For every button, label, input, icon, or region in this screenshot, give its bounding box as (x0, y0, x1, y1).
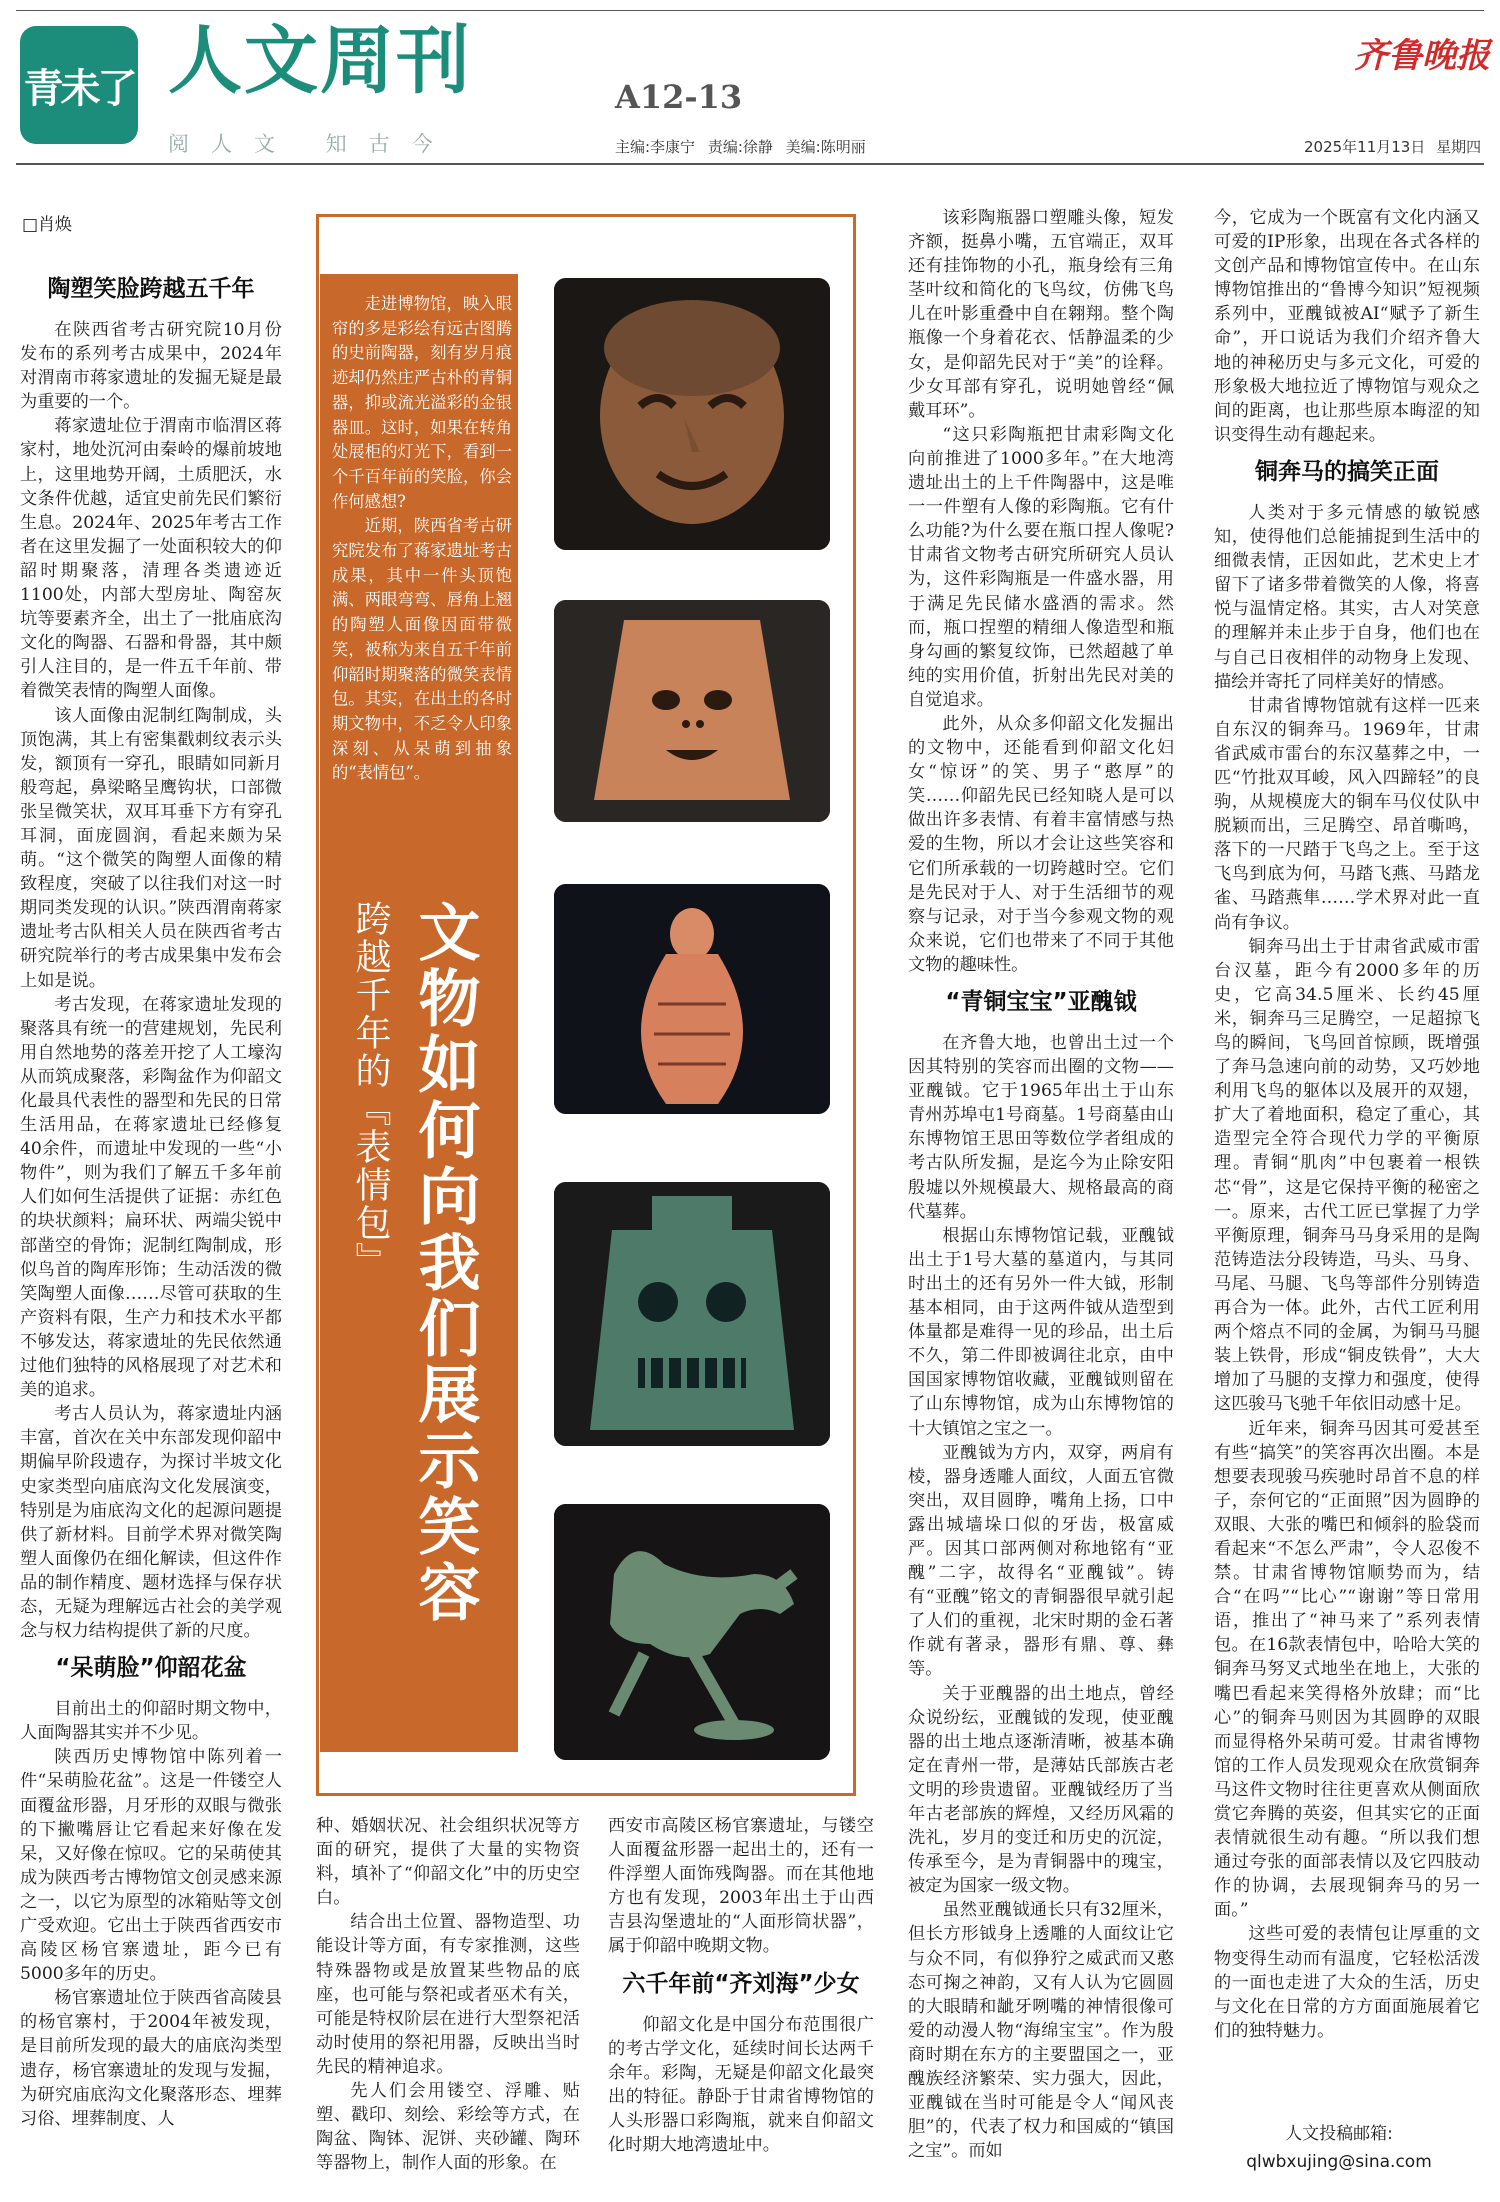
paragraph: 人类对于多元情感的敏锐感知，使得他们总能捕捉到生活中的细微表情，正因如此，艺术史上才留下了诸多带着微笑的人像，将喜悦与温情定格。其实，古人对笑意的理解并未止步于自身，他们也在与自己日夜相伴的动物身上发现、描绘并寄托了同样美好的情感。 (1214, 502, 1480, 692)
photo-bronze-horse (554, 1504, 830, 1760)
issue-date: 2025年11月13日 星期四 (1304, 138, 1482, 156)
contact-label: 人文投稿邮箱: (1285, 2124, 1393, 2144)
paragraph: 近年来，铜奔马因其可爱甚至有些“搞笑”的笑容再次出圈。本是想要表现骏马疾驰时昂首不息的样子，奈何它的“正面照”因为圆睁的双眼、大张的嘴巴和倾斜的脸袋而看起来“不怎么严肃”，令人忍俊不禁。甘肃省博物馆顺势而为，结合“在吗”“比心”“谢谢”等日常用语，推出了“神马来了”系列表情包。在16款表情包中，哈哈大笑的铜奔马努叉式地坐在地上，大张的嘴巴看起来笑得格外放肆；而“比心”的铜奔马则因为其圆睁的双眼而显得格外呆萌可爱。甘肃省博物馆的工作人员发现观众在欣赏铜奔马这件文物时往往更喜欢从侧面欣赏它奔腾的英姿，但其实它的正面表情就很生动有趣。“所以我们想通过夸张的面部表情以及它四肢动作的协调，去展现铜奔马的另一面。” (1214, 1418, 1480, 1921)
column-1 (20, 274, 282, 2198)
paragraph: 陕西历史博物馆中陈列着一件“呆萌脸花盆”。这是一件镂空人面覆盆形器，月牙形的双眼与微张的下撇嘴唇让它看起来好像在发呆，又好像在惊叹。它的呆萌使其成为陕西考古博物馆文创灵感来源之一，以它为原型的冰箱贴等文创广受欢迎。它出土于陕西省西安市高陵区杨官寨遗址，距今已有5000多年的历史。 (20, 1747, 282, 1985)
paragraph: 关于亚醜器的出土地点，曾经众说纷纭，亚醜钺的发现，使亚醜器的出土地点逐渐清晰，被基本确定在青州一带，是薄姑氏部族古老文明的珍贵遗留。亚醜钺经历了当年古老部族的辉煌，又经历风霜的洗礼，岁月的变迁和历史的沉淀，传承至今，是为青铜器中的瑰宝，被定为国家一级文物。 (908, 1683, 1174, 1897)
photo-smiling-face (554, 278, 830, 550)
byline: □肖焕 (22, 215, 73, 235)
paragraph: 甘肃省博物馆就有这样一匹来自东汉的铜奔马。1969年，甘肃省武威市雷台的东汉墓葬之中，一匹“竹批双耳峻，风入四蹄轻”的良驹，从规模庞大的铜车马仪仗队中脱颖而出，三足腾空、昂首嘶鸣，落下的一尺踏于飞鸟之上。至于这飞鸟到底为何，马踏飞燕、马踏龙雀、马踏燕隼……学术界对此一直尚有争议。 (1214, 695, 1480, 933)
photo-pottery-mask (554, 600, 830, 822)
paragraph: 虽然亚醜钺通长只有32厘米，但长方形钺身上透雕的人面纹让它与众不同，有似狰狞之威武而又憨态可掬之神韵，又有人认为它圆圆的大眼睛和龇牙咧嘴的神情很像可爱的动漫人物“海绵宝宝”。作为殷商时期在东方的主要盟国之一，亚醜族经济繁荣、实力强大，因此，亚醜钺在当时可能是令人“闻风丧胆”的，代表了权力和国威的“镇国之宝”。而如 (908, 1900, 1174, 2162)
logo-text: 青未了 (23, 64, 135, 112)
intro-paragraph: 走进博物馆，映入眼帘的多是彩绘有远古图腾的史前陶器，刻有岁月痕迹却仍然庄严古朴的青铜器，抑或流光溢彩的金银器皿。这时，如果在转角处展柜的灯光下，看到一个千百年前的笑脸，你会作何感想? (332, 294, 512, 511)
article-heading: 陶塑笑脸跨越五千年 (47, 276, 255, 302)
paragraph: 考古人员认为，蒋家遗址内涵丰富，首次在关中东部发现仰韶中期偏早阶段遗存，为探讨半坡文化史家类型向庙底沟文化发展演变，特别是为庙底沟文化的起源问题提供了新材料。目前学术界对微笑陶塑人面像仍在细化解读，但这件作品的制作精度、题材选择与保存状态，无疑为理解远古社会的美学观念与权力结构提供了新的尺度。 (20, 1404, 282, 1642)
paragraph: 这些可爱的表情包让厚重的文物变得生动而有温度，它轻松活泼的一面也走进了大众的生活，历史与文化在日常的方方面面施展着它们的独特魅力。 (1214, 1924, 1480, 2041)
paragraph: 杨官寨遗址位于陕西省高陵县的杨官寨村，于2004年被发现，是目前所发现的最大的庙底沟类型遗存，杨官寨遗址的发现与发掘，为研究庙底沟文化聚落形态、埋葬习俗、埋葬制度、人 (20, 1988, 282, 2129)
top-rule (16, 10, 1484, 11)
section-subtitle: 阅人文 知古今 (168, 132, 455, 156)
column-6 (1214, 206, 1480, 2114)
paragraph: 仰韶文化是中国分布范围很广的考古学文化，延续时间长达两千余年。彩陶，无疑是仰韶文化最突出的特征。静卧于甘肃省博物馆的人头形器口彩陶瓶，就来自仰韶文化时期大地湾遗址中。 (608, 2014, 874, 2156)
paragraph: 西安市高陵区杨官寨遗址，与镂空人面覆盆形器一起出土的，还有一件浮塑人面饰残陶器。而在其他地方也有发现，2003年出土于山西吉县沟堡遗址的“人面形筒状器”，属于仰韶中晚期文物。 (608, 1816, 874, 1957)
newspaper-brand: 齐鲁晚报 (1354, 36, 1490, 76)
contact-email[interactable]: qlwbxujing@sina.com (1246, 2152, 1432, 2172)
paragraph: 根据山东博物馆记载，亚醜钺出土于1号大墓的墓道内，与其同时出土的还有另外一件大钺，形制基本相同，由于这两件钺从造型到体量都是难得一见的珍品，出土后不久，第二件即被调往北京，由中国国家博物馆收藏，亚醜钺则留在了山东博物馆，成为山东博物馆的十大镇馆之宝之一。 (908, 1225, 1174, 1439)
contact-box (1214, 2120, 1464, 2176)
feature-intro (332, 292, 512, 786)
paragraph: 今，它成为一个既富有文化内涵又可爱的IP形象，出现在各式各样的文创产品和博物馆宣传中。在山东博物馆推出的“鲁博今知识”短视频系列中，亚醜钺被AI“赋予了新生命”，开口说话为我们介绍齐鲁大地的神秘历史与多元文化，可爱的形象极大地拉近了博物馆与观众之间的距离，也让那些原本晦涩的知识变得生动有趣起来。 (1214, 208, 1480, 445)
paragraph: 亚醜钺为方内，双穿，两肩有棱，器身透雕人面纹，人面五官微突出，双目圆睁，嘴角上扬，口中露出城墙垛口似的牙齿，极富威严。因其口部两侧对称地铭有“亚醜”二字，故得名“亚醜钺”。铸有“亚醜”铭文的青铜器很早就引起了人们的重视，北宋时期的金石著作就有著录，器形有鼎、尊、彝等。 (908, 1442, 1174, 1680)
paragraph: 考古发现，在蒋家遗址发现的聚落具有统一的营建规划，先民利用自然地势的落差开挖了人工壕沟从而筑成聚落，彩陶盆作为仰韶文化最具代表性的器型和先民的日常生活用品，在蒋家遗址已经修复40余件，而遗址中发现的一些“小物件”，则为我们了解五千多年前人们如何生活提供了证据：赤红色的块状颜料；扁环状、两端尖锐中部凿空的骨饰；泥制红陶制成，形似鸟首的陶库形饰；生动活泼的微笑陶塑人面像……尽管可获取的生产资料有限，生产力和技术水平都不够发达，蒋家遗址的先民依然通过他们独特的风格展现了对艺术和美的追求。 (20, 994, 282, 1401)
paragraph: 种、婚姻状况、社会组织状况等方面的研究，提供了大量的实物资料，填补了“仰韶文化”中的历史空白。 (316, 1816, 580, 1909)
column-5 (908, 206, 1174, 2198)
paragraph: 结合出土位置、器物造型、功能设计等方面，有专家推测，这些特殊器物或是放置某些物品的底座，也可能与祭祀或者巫术有关，可能是特权阶层在进行大型祭祀活动时使用的祭祀用器，反映出当时先民的精神追求。 (316, 1912, 580, 2077)
section-title: 人文周刊 (168, 18, 472, 104)
paragraph: 先人们会用镂空、浮雕、贴塑、戳印、刻绘、彩绘等方式，在陶盆、陶钵、泥饼、夹砂罐、陶环等器物上，制作人面的形象。在 (316, 2081, 580, 2174)
column-3 (316, 1814, 580, 2198)
editors-line: 主编:李康宁 责编:徐静 美编:陈明丽 (615, 138, 866, 156)
photo-painted-vase (554, 884, 830, 1114)
feature-sub-title: 跨越千年的『表情包』 (350, 900, 391, 1280)
paragraph: 此外，从众多仰韶文化发掘出的文物中，还能看到仰韶文化妇女“惊讶”的笑、男子“憨厚”的笑……仰韶先民已经知晓人是可以做出许多表情、有着丰富情感与热爱的生物，所以才会让这些笑容和它们所承载的一切跨越时空。它们是先民对于人、对于生活细节的观察与记录，对于当今参观文物的观众来说，它们也带来了不同于其他文物的趣味性。 (908, 713, 1174, 975)
intro-paragraph: 近期，陕西省考古研究院发布了蒋家遗址考古成果，其中一件头顶饱满、两眼弯弯、唇角上翘的陶塑人面像因面带微笑，被称为来自五千年前仰韶时期聚落的微笑表情包。其实，在出土的各时期文物中，不乏令人印象深刻、从呆萌到抽象的“表情包”。 (332, 516, 512, 783)
paragraph: 在陕西省考古研究院10月份发布的系列考古成果中，2024年对渭南市蒋家遗址的发掘无疑是最为重要的一个。 (20, 320, 282, 413)
paragraph: 在齐鲁大地，也曾出土过一个因其特别的笑容而出圈的文物——亚醜钺。它于1965年出土于山东青州苏埠屯1号商墓。1号商墓由山东博物馆王思田等数位学者组成的考古队所发掘，是迄今为止除安阳殷墟以外规模最大、规格最高的商代墓葬。 (908, 1033, 1174, 1222)
article-heading: 六千年前“齐刘海”少女 (622, 1970, 860, 1997)
paragraph: 该彩陶瓶器口塑雕头像，短发齐额，挺鼻小嘴，五官端正，双耳还有挂饰物的小孔，瓶身绘有三角茎叶纹和简化的飞鸟纹，仿佛飞鸟儿在叶影重叠中自在翱翔。整个陶瓶像一个身着花衣、恬静温柔的少女，是仰韶先民对于“美”的诠释。少女耳部有穿孔，说明她曾经“佩戴耳环”。 (908, 208, 1174, 421)
article-heading: “青铜宝宝”亚醜钺 (945, 989, 1137, 1015)
article-heading: “呆萌脸”仰韶花盆 (55, 1655, 247, 1682)
page-number: A12-13 (615, 78, 743, 116)
paragraph: “这只彩陶瓶把甘肃彩陶文化向前推进了1000多年。”在大地湾遗址出土的上千件陶器中，这是唯一一件塑有人像的彩陶瓶。它有什么功能?为什么要在瓶口捏人像呢?甘肃省文物考古研究所研究人员认为，这件彩陶瓶是一件盛水器，用于满足先民储水盛酒的需求。然而，瓶口捏塑的精细人像造型和瓶身勾画的繁复纹饰，已然超越了单纯的实用价值，折射出先民对美的自觉追求。 (908, 424, 1174, 710)
paragraph: 铜奔马出土于甘肃省武威市雷台汉墓，距今有2000多年的历史，它高34.5厘米、长约45厘米，铜奔马三足腾空，一足超掠飞鸟的瞬间，飞鸟回首惊顾，既增强了奔马急速向前的动势，又巧妙地利用飞鸟的躯体以及展开的双翅，扩大了着地面积，稳定了重心，其造型完全符合现代力学的平衡原理。青铜“肌肉”中包裹着一根铁芯“骨”，这是它保持平衡的秘密之一。原来，古代工匠已掌握了力学平衡原理，铜奔马马身采用的是陶范铸造法分段铸造，马头、马身、马尾、马腿、飞鸟等部件分别铸造再合为一体。此外，古代工匠利用两个熔点不同的金属，为铜马马腿装上铁骨，形成“铜皮铁骨”，大大增加了马腿的支撑力和强度，使得这匹骏马飞驰千年依旧动感十足。 (1214, 936, 1480, 1415)
paragraph: 蒋家遗址位于渭南市临渭区蒋家村，地处沉河由秦岭的爆前坡地上，这里地势开阔，土质肥沃，水文条件优越，适宜史前先民们繁衍生息。2024年、2025年考古工作者在这里发掘了一处面积较大的仰韶时期聚落，清理各类遗迹近1100处，内部大型房址、陶窑灰坑等要素齐全，出土了一批庙底沟文化的陶器、石器和骨器，其中颇引人注目的，是一件五千年前、带着微笑表情的陶塑人面像。 (20, 416, 282, 702)
article-heading: 铜奔马的搞笑正面 (1255, 458, 1439, 485)
feature-main-title: 文物如何向我们展示笑容 (408, 900, 481, 1626)
column-4 (608, 1814, 874, 2198)
header-rule (16, 163, 1484, 165)
photo-bronze-yue (554, 1182, 830, 1446)
paragraph: 该人面像由泥制红陶制成，头顶饱满，其上有密集戳刺纹表示头发，额顶有一穿孔，眼睛如同新月般弯起，鼻梁略呈鹰钩状，口部微张呈微笑状，双耳耳垂下方有穿孔耳洞，面庞圆润，看起来颇为呆萌。“这个微笑的陶塑人面像的精致程度，突破了以往我们对这一时期同类发现的认识。”陕西渭南蒋家遗址考古队相关人员在陕西省考古研究院举行的考古成果集中发布会上如是说。 (20, 705, 282, 991)
paragraph: 目前出土的仰韶时期文物中，人面陶器其实并不少见。 (20, 1699, 282, 1744)
logo (20, 26, 138, 144)
